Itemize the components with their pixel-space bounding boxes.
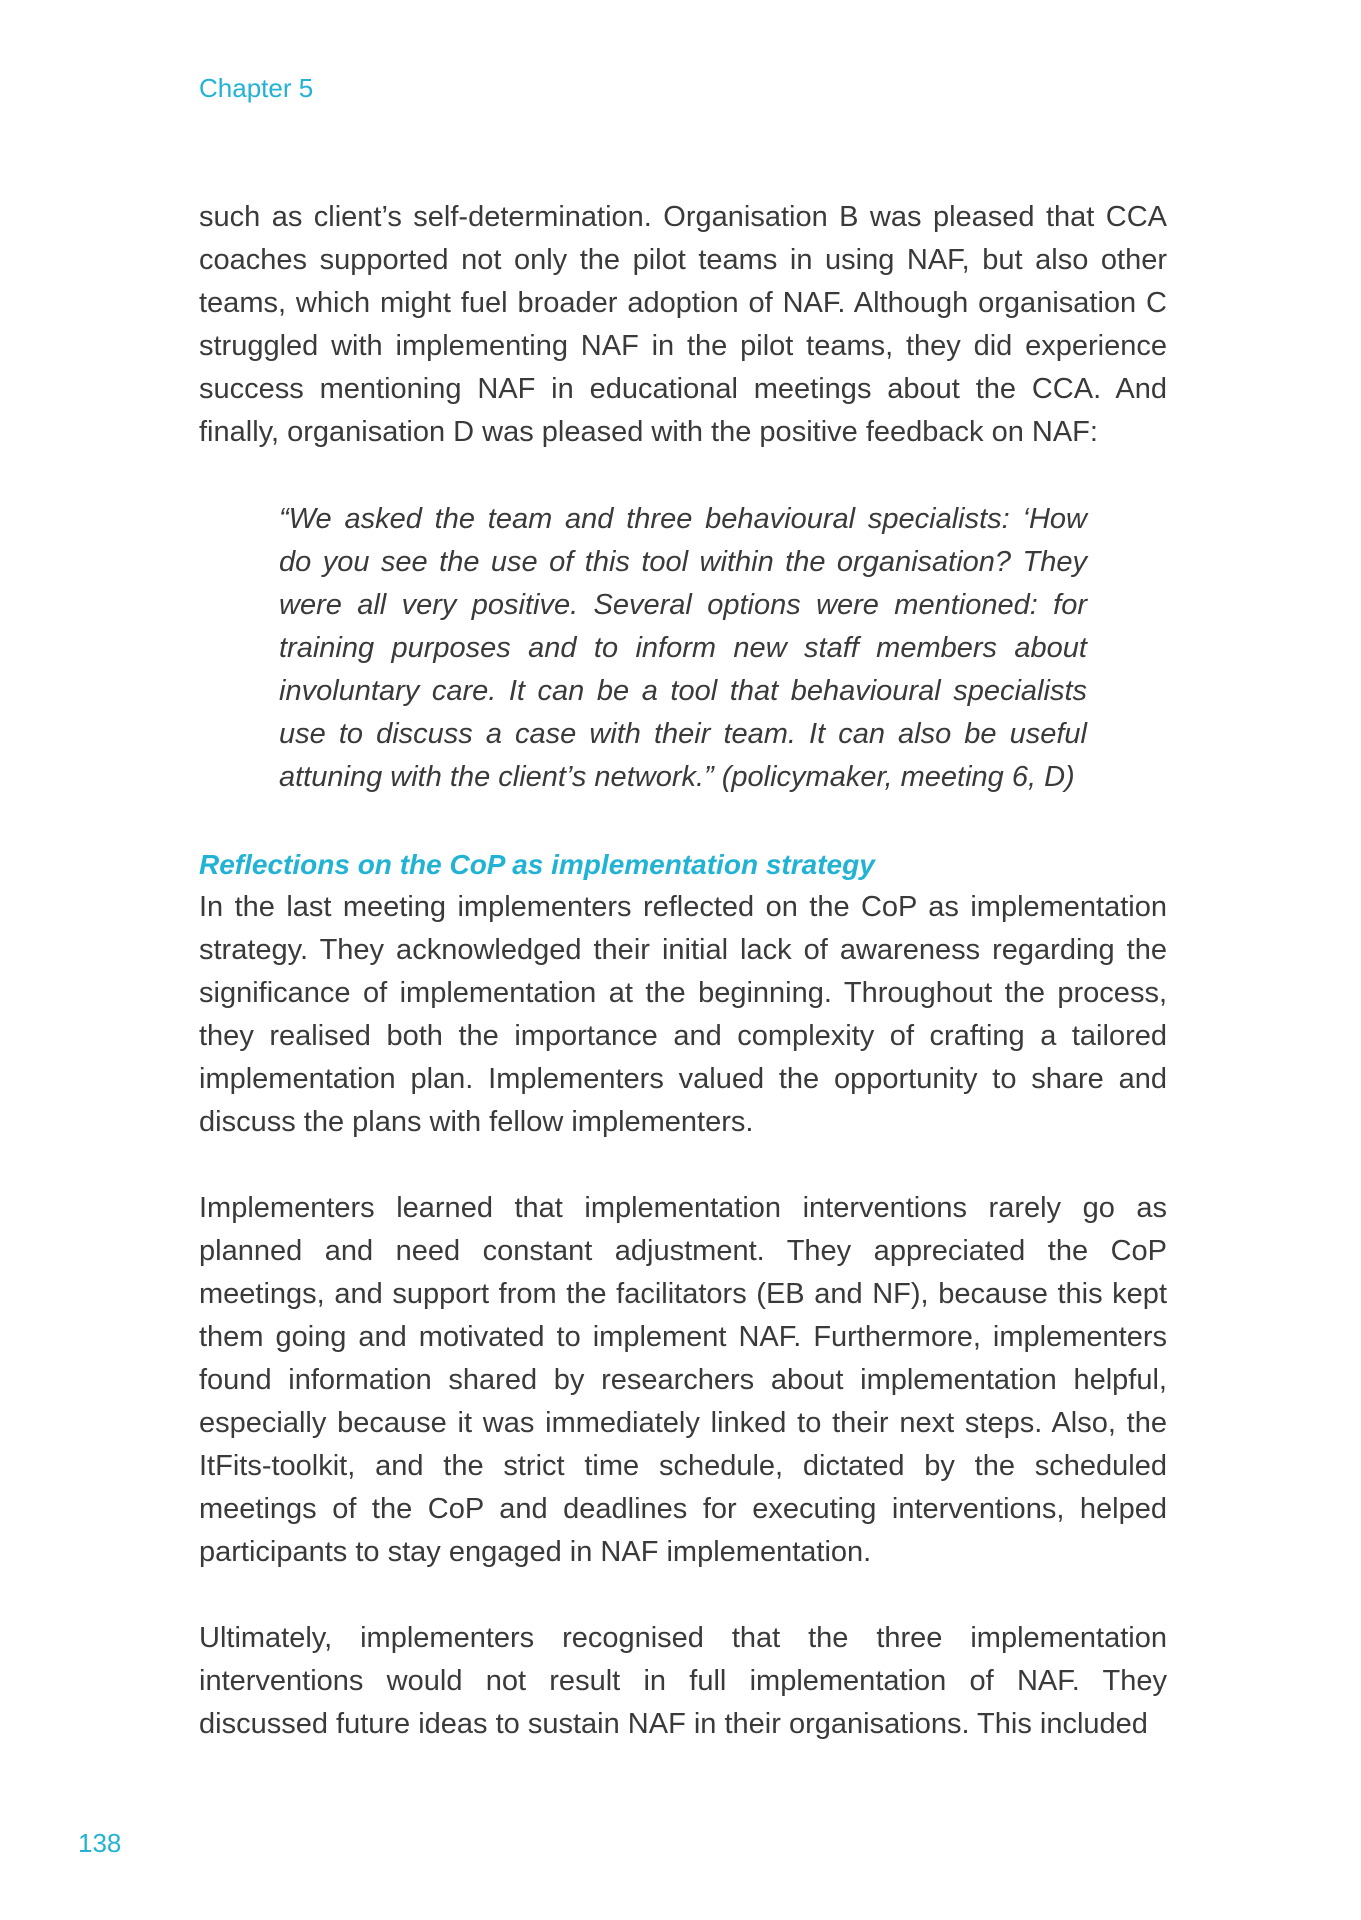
body-paragraph: In the last meeting implementers reflected on the CoP as implementation strategy. They acknowledged their initial lack of awareness regarding the significance of implementation at the beginning. Throughout the process, they realised both the importance and complexity of crafting a tailored implementation plan. Implementers valued the opportunity to share and discuss the plans with fellow implementers. bbox=[199, 891, 1167, 1138]
chapter-header: Chapter 5 bbox=[199, 73, 314, 103]
page-content bbox=[199, 196, 1167, 1746]
body-paragraph: Implementers learned that implementation interventions rarely go as planned and need constant adjustment. They appreciated the CoP meetings, and support from the facilitators (EB and NF), because this kept them going and motivated to implement NAF. Furthermore, implementers found information shared by researchers about implementation helpful, especially because it was immediately linked to their next steps. Also, the ItFits-toolkit, and the strict time schedule, dictated by the scheduled meetings of the CoP and deadlines for executing interventions, helped participants to stay engaged in NAF implementation. bbox=[199, 1192, 1167, 1568]
section-heading: Reflections on the CoP as implementation strategy bbox=[199, 849, 875, 880]
block-quote: “We asked the team and three behavioural specialists: ‘How do you see the use of this tool within the organisation? They were all very positive. Several options were mentioned: for training purposes and to inform new staff members about involuntary care. It can be a tool that behavioural specialists use to discuss a case with their team. It can also be useful attuning with the client’s network.” (policymaker, meeting 6, D) bbox=[279, 503, 1087, 793]
body-paragraph: such as client’s self-determination. Organisation B was pleased that CCA coaches supported not only the pilot teams in using NAF, but also other teams, which might fuel broader adoption of NAF. Although organisation C struggled with implementing NAF in the pilot teams, they did experience success mentioning NAF in educational meetings about the CCA. And finally, organisation D was pleased with the positive feedback on NAF: bbox=[199, 201, 1167, 448]
page-number: 138 bbox=[78, 1828, 122, 1858]
body-paragraph: Ultimately, implementers recognised that the three implementation interventions would not result in full implementation of NAF. They discussed future ideas to sustain NAF in their organisations. This included bbox=[199, 1622, 1167, 1740]
